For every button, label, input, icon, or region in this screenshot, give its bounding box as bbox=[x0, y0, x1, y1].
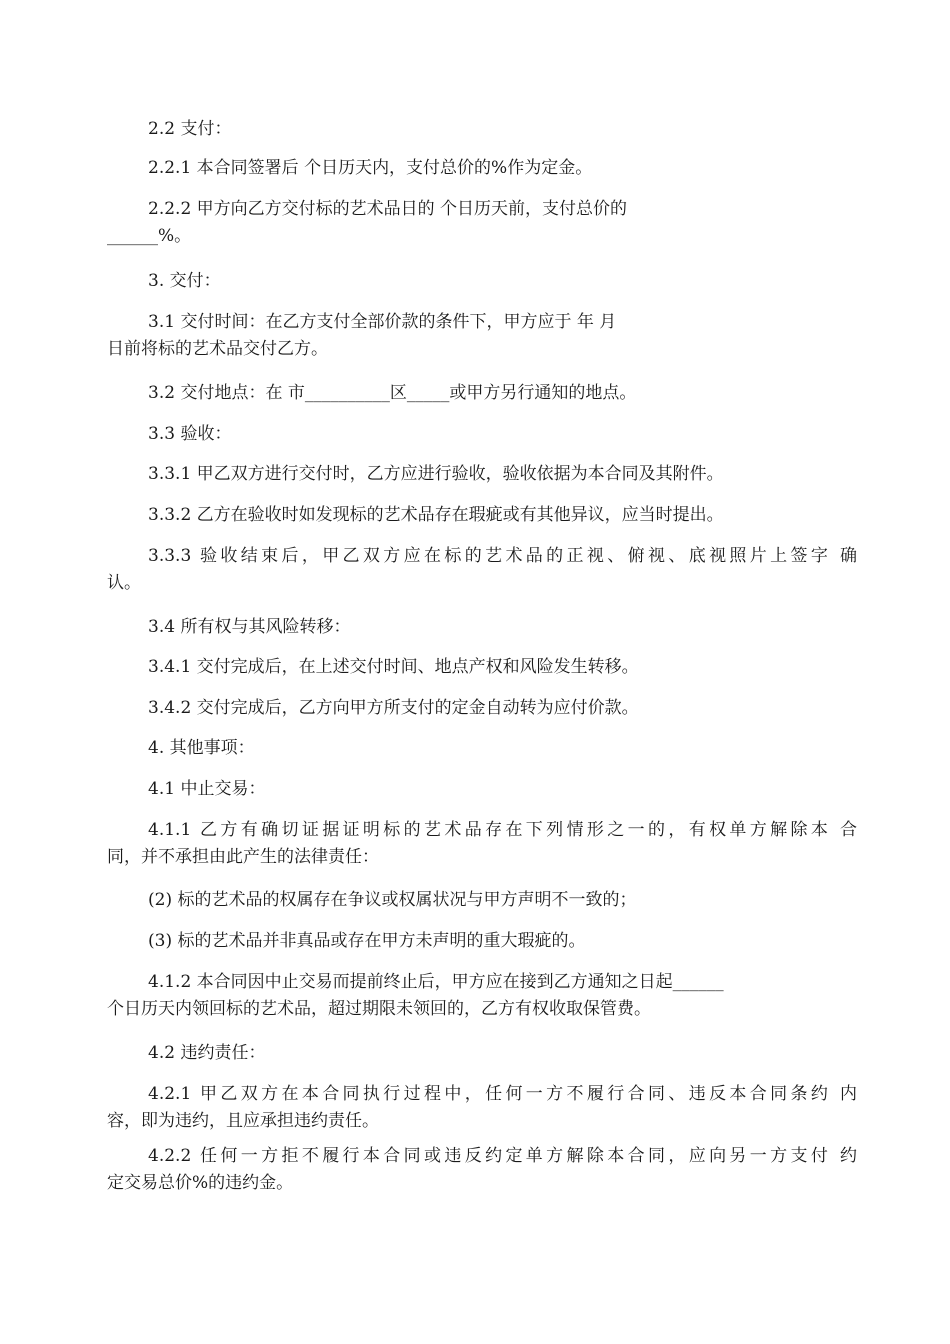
text-line: 4.2.2 任何一方拒不履行本合同或违反约定单方解除本合同，应向另一方支付 约 bbox=[148, 1146, 857, 1166]
clause-4-2-1 bbox=[107, 1081, 857, 1135]
text-line: 2.2 支付： bbox=[148, 119, 232, 139]
clause-3-4-2 bbox=[107, 695, 857, 722]
text-line: 4.1.1 乙方有确切证据证明标的艺术品存在下列情形之一的，有权单方解除本 合 bbox=[148, 820, 857, 840]
text-line: 3.4.2 交付完成后，乙方向甲方所支付的定金自动转为应付价款。 bbox=[148, 698, 639, 718]
clause-3-3-1 bbox=[107, 461, 857, 488]
list-item-3 bbox=[107, 928, 857, 955]
clause-2-2-1 bbox=[107, 155, 857, 182]
clause-4-1-1 bbox=[107, 817, 857, 871]
text-line: 3.4 所有权与其风险转移： bbox=[148, 617, 351, 637]
text-line: 2.2.2 甲方向乙方交付标的艺术品日的 个日历天前，支付总价的 bbox=[148, 199, 628, 219]
clause-3-2 bbox=[107, 380, 857, 407]
text-line: ______%。 bbox=[107, 226, 192, 246]
text-line: 3.3.1 甲乙双方进行交付时，乙方应进行验收，验收依据为本合同及其附件。 bbox=[148, 464, 724, 484]
clause-2-2-2 bbox=[107, 196, 857, 250]
text-line: 2.2.1 本合同签署后 个日历天内，支付总价的%作为定金。 bbox=[148, 158, 593, 178]
clause-3-3-2 bbox=[107, 502, 857, 529]
text-line: 4.1.2 本合同因中止交易而提前终止后，甲方应在接到乙方通知之日起______ bbox=[148, 972, 724, 992]
clause-4-1-2 bbox=[107, 969, 857, 1023]
text-line: 3.3 验收： bbox=[148, 424, 232, 444]
text-line: 4. 其他事项： bbox=[148, 738, 255, 758]
text-line: 3.1 交付时间：在乙方支付全部价款的条件下，甲方应于 年 月 bbox=[148, 312, 617, 332]
section-3-heading bbox=[107, 268, 857, 295]
text-line: 日前将标的艺术品交付乙方。 bbox=[107, 339, 328, 359]
list-item-2 bbox=[107, 887, 857, 914]
clause-3-4-1 bbox=[107, 654, 857, 681]
clause-4-2-2 bbox=[107, 1143, 857, 1197]
text-line: 定交易总价%的违约金。 bbox=[107, 1173, 294, 1193]
text-line: 容，即为违约，且应承担违约责任。 bbox=[107, 1111, 379, 1131]
text-line: 认。 bbox=[107, 573, 141, 593]
section-4-2-heading bbox=[107, 1040, 857, 1067]
section-4-heading bbox=[107, 735, 857, 762]
text-line: 3.3.3 验收结束后，甲乙双方应在标的艺术品的正视、俯视、底视照片上签字 确 bbox=[148, 546, 857, 566]
clause-3-3-3 bbox=[107, 543, 857, 597]
section-2-2-heading bbox=[107, 116, 857, 143]
text-line: 4.2.1 甲乙双方在本合同执行过程中，任何一方不履行合同、违反本合同条约 内 bbox=[148, 1084, 857, 1104]
text-line: (2) 标的艺术品的权属存在争议或权属状况与甲方声明不一致的； bbox=[148, 890, 637, 910]
section-3-4-heading bbox=[107, 614, 857, 641]
text-line: 3.2 交付地点：在 市__________区_____或甲方另行通知的地点。 bbox=[148, 383, 637, 403]
text-line: 个日历天内领回标的艺术品，超过期限未领回的，乙方有权收取保管费。 bbox=[107, 999, 651, 1019]
text-line: 同，并不承担由此产生的法律责任： bbox=[107, 847, 379, 867]
text-line: (3) 标的艺术品并非真品或存在甲方未声明的重大瑕疵的。 bbox=[148, 931, 586, 951]
section-3-3-heading bbox=[107, 421, 857, 448]
section-4-1-heading bbox=[107, 776, 857, 803]
text-line: 4.2 违约责任： bbox=[148, 1043, 266, 1063]
text-line: 3.3.2 乙方在验收时如发现标的艺术品存在瑕疵或有其他异议，应当时提出。 bbox=[148, 505, 724, 525]
text-line: 4.1 中止交易： bbox=[148, 779, 266, 799]
clause-3-1 bbox=[107, 309, 857, 363]
text-line: 3. 交付： bbox=[148, 271, 221, 291]
text-line: 3.4.1 交付完成后，在上述交付时间、地点产权和风险发生转移。 bbox=[148, 657, 639, 677]
